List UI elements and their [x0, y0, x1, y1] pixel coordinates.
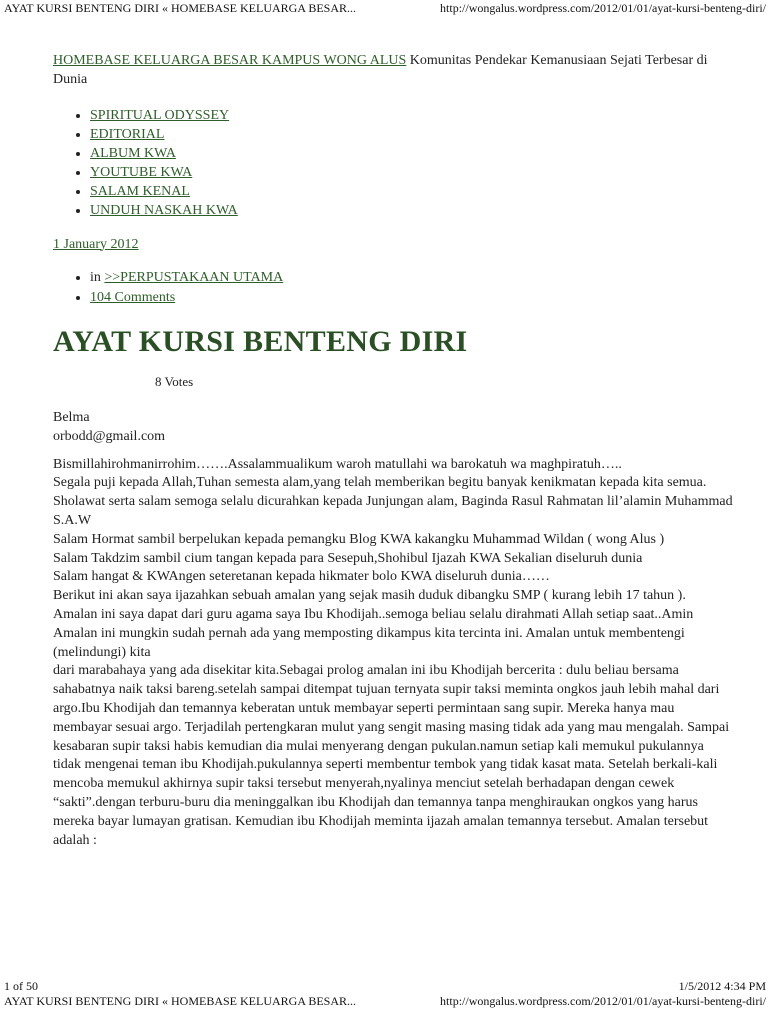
body-paragraph: Salam hangat & KWAngen seteretanan kepada hikmater bolo KWA diseluruh dunia……: [53, 569, 550, 585]
author-email: orbodd@gmail.com: [53, 428, 166, 444]
nav-link-salam-kenal[interactable]: SALAM KENAL: [90, 183, 190, 199]
page-number: 1 of 50: [4, 979, 38, 993]
nav-link-unduh-naskah[interactable]: UNDUH NASKAH KWA: [90, 202, 238, 218]
print-header-title: AYAT KURSI BENTENG DIRI « HOMEBASE KELUARGA BESAR...: [4, 1, 357, 15]
post-category: [90, 268, 733, 288]
body-paragraph: Berikut ini akan saya ijazahkan sebuah amalan yang sejak masih duduk dibangku SMP ( kurang lebih 17 tahun ).: [53, 588, 686, 604]
print-header-url: http://wongalus.wordpress.com/2012/01/01/ayat-kursi-benteng-diri/: [440, 1, 766, 15]
print-footer-title: AYAT KURSI BENTENG DIRI « HOMEBASE KELUARGA BESAR...: [4, 994, 357, 1008]
nav-item-unduh-naskah: [90, 201, 733, 220]
main-nav: [53, 106, 733, 220]
rating-votes: 8 Votes: [155, 374, 194, 390]
post-meta: [53, 268, 733, 307]
nav-link-youtube-kwa[interactable]: YOUTUBE KWA: [90, 164, 193, 180]
print-footer-url: http://wongalus.wordpress.com/2012/01/01/ayat-kursi-benteng-diri/: [440, 994, 766, 1008]
nav-item-editorial: [90, 125, 733, 144]
nav-item-album-kwa: [90, 144, 733, 163]
author-name: Belma: [53, 409, 90, 425]
post-date: [53, 236, 733, 255]
post-author: [53, 409, 733, 447]
category-link[interactable]: >>PERPUSTAKAAN UTAMA: [104, 270, 284, 286]
body-paragraph: Amalan ini mungkin sudah pernah ada yang memposting dikampus kita tercinta ini. Amalan untuk membentengi (melindungi) kita: [53, 625, 685, 660]
page-content: [53, 52, 733, 850]
site-tagline: Komunitas Pendekar Kemanusiaan Sejati Terbesar di Dunia: [53, 53, 708, 87]
body-paragraph: Salam Takdzim sambil cium tangan kepada para Sesepuh,Shohibul Ijazah KWA Sekalian diseluruh dunia: [53, 550, 643, 566]
nav-link-spiritual-odyssey[interactable]: SPIRITUAL ODYSSEY: [90, 107, 230, 123]
comments-link[interactable]: 104 Comments: [90, 289, 176, 305]
nav-link-album-kwa[interactable]: ALBUM KWA: [90, 145, 176, 161]
nav-link-editorial[interactable]: EDITORIAL: [90, 126, 165, 142]
body-paragraph: Sholawat serta salam semoga selalu dicurahkan kepada Junjungan alam, Baginda Rasul Rahmatan lil’alamin Muhammad S.A.W: [53, 494, 733, 528]
print-header: [0, 1, 768, 17]
nav-item-youtube-kwa: [90, 163, 733, 182]
body-paragraph: dari marabahaya yang ada disekitar kita.Sebagai prolog amalan ini ibu Khodijah bercerita : dulu beliau bersama sahabatnya naik taksi bareng.setelah sampai ditempat tujuan ternyata supir taksi meminta ongkos jauh lebih mahal dari argo.Ibu Khodijah dan temannya keberatan untuk membayar seperti permintaan sang supir. Mereka hanya mau membayar sesuai argo. Terjadilah pertengkaran mulut yang sengit masing masing tidak ada yang mau mengalah. Sampai kesabaran supir taksi habis kemudian dia mulai menyerang dengan pukulan.namun setiap kali memukul pukulannya tidak mengenai teman ibu Khodijah.pukulannya seperti membentur tembok yang tidak kasat mata. Setelah berkali-kali mencoba memukul akhirnya supir taksi tersebut menyerah,nyalinya menciut setelah berhadapan dengan cewek “sakti”.dengan terburu-buru dia meninggalkan ibu Khodijah dan temannya tanpa menghiraukan ongkos yang harus mereka bayar lumayan gratisan. Kemudian ibu Khodijah meminta ijazah amalan temannya tersebut. Amalan tersebut adalah :: [53, 663, 730, 848]
nav-item-salam-kenal: [90, 182, 733, 201]
post-comments: [90, 288, 733, 308]
category-prefix: in: [90, 270, 105, 286]
nav-item-spiritual-odyssey: [90, 106, 733, 125]
body-paragraph: Segala puji kepada Allah,Tuhan semesta alam,yang telah memberikan begitu banyak kenikmatan kepada kita semua.: [53, 475, 707, 491]
post-date-link[interactable]: 1 January 2012: [53, 236, 139, 252]
site-title-link[interactable]: HOMEBASE KELUARGA BESAR KAMPUS WONG ALUS: [53, 53, 407, 68]
post-body: [53, 456, 733, 851]
site-header: [53, 52, 733, 90]
post-title: AYAT KURSI BENTENG DIRI: [53, 325, 468, 359]
body-paragraph: Bismillahirohmanirrohim…….Assalammualikum waroh matullahi wa barokatuh wa maghpiratuh…..: [53, 456, 622, 472]
body-paragraph: Salam Hormat sambil berpelukan kepada pemangku Blog KWA kakangku Muhammad Wildan ( wong Alus ): [53, 531, 665, 547]
print-datetime: 1/5/2012 4:34 PM: [678, 979, 766, 993]
body-paragraph: Amalan ini saya dapat dari guru agama saya Ibu Khodijah..semoga beliau selalu dirahmati Allah setiap saat..Amin: [53, 606, 694, 622]
